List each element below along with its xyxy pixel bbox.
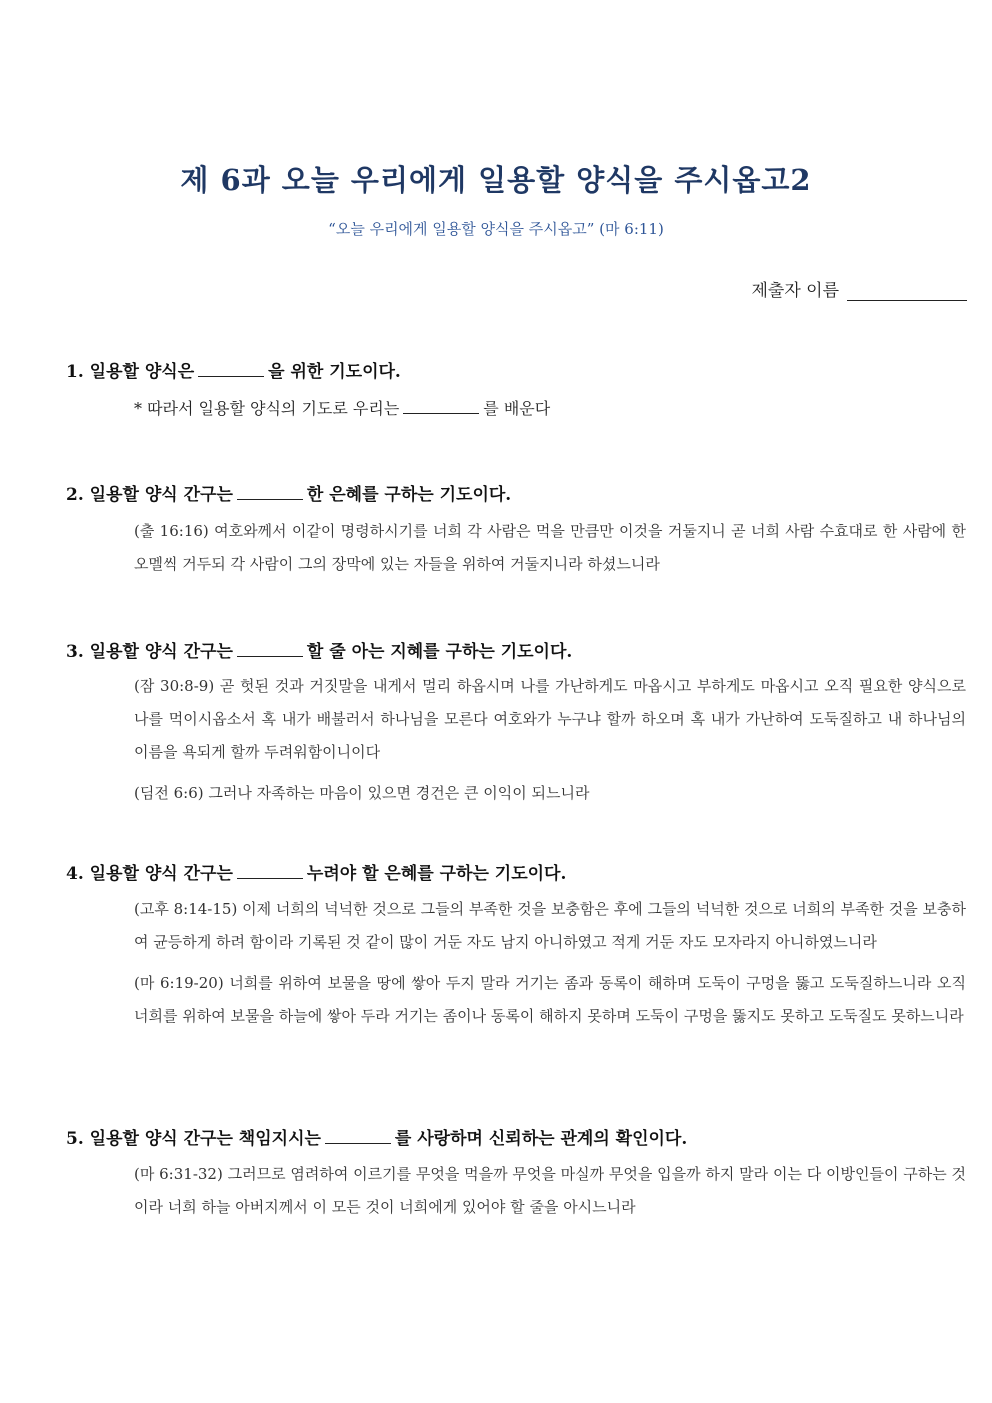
- section-5: [66, 1127, 966, 1224]
- answer-blank[interactable]: [325, 1127, 391, 1144]
- heading-text-before: 일용할 양식은: [89, 362, 195, 382]
- section-number: 4.: [66, 864, 84, 884]
- note-text-after: 를 배운다: [483, 399, 551, 418]
- heading-text-after: 을 위한 기도이다.: [268, 362, 401, 382]
- submitter-name-blank[interactable]: [847, 282, 967, 301]
- answer-blank[interactable]: [237, 483, 303, 500]
- scripture-verse: (마 6:19-20) 너희를 위하여 보물을 땅에 쌓아 두지 말라 거기는 좀과 동록이 해하며 도둑이 구멍을 뚫고 도둑질하느니라 오직 너희를 위하여 보물을 하늘에 쌓아 두라 거기는 좀이나 동록이 해하지 못하며 도둑이 구멍을 뚫지도 못하고 도둑질도 못하느니라: [134, 974, 966, 1025]
- section-1: [66, 360, 966, 421]
- section-number: 2.: [66, 485, 84, 505]
- section-2: [66, 483, 966, 581]
- section-3: [66, 640, 966, 810]
- heading-text-after: 를 사랑하며 신뢰하는 관계의 확인이다.: [394, 1129, 688, 1149]
- page-title: 제 6과 오늘 우리에게 일용할 양식을 주시옵고2: [180, 163, 812, 197]
- section-heading: [66, 640, 966, 663]
- note-text-before: * 따라서 일용할 양식의 기도로 우리는: [134, 399, 400, 418]
- heading-text-after: 누려야 할 은혜를 구하는 기도이다.: [306, 864, 567, 884]
- answer-blank[interactable]: [237, 862, 303, 879]
- scripture-verse: (고후 8:14-15) 이제 너희의 넉넉한 것으로 그들의 부족한 것을 보충함은 후에 그들의 넉넉한 것으로 너희의 부족한 것을 보충하여 균등하게 하려 함이라 기록된 것 같이 많이 거둔 자도 남지 아니하였고 적게 거둔 자도 모자라지 아니하였느니라: [134, 900, 966, 951]
- section-4: [66, 862, 966, 1033]
- section-heading: [66, 360, 966, 383]
- section-note: [134, 397, 966, 421]
- scripture-verse: (마 6:31-32) 그러므로 염려하여 이르기를 무엇을 먹을까 무엇을 마실까 무엇을 입을까 하지 말라 이는 다 이방인들이 구하는 것이라 너희 하늘 아버지께서 이 모든 것이 너희에게 있어야 할 줄을 아시느니라: [134, 1165, 966, 1216]
- scripture-verse: (딤전 6:6) 그러나 자족하는 마음이 있으면 경건은 큰 이익이 되느니라: [134, 784, 590, 802]
- note-answer-blank[interactable]: [403, 397, 479, 414]
- submitter-label: 제출자 이름: [751, 281, 839, 301]
- section-number: 5.: [66, 1129, 84, 1149]
- heading-text-before: 일용할 양식 간구는 책임지시는: [89, 1129, 321, 1149]
- heading-text-after: 한 은혜를 구하는 기도이다.: [306, 485, 512, 505]
- scripture-verse: (잠 30:8-9) 곧 헛된 것과 거짓말을 내게서 멀리 하옵시며 나를 가난하게도 마옵시고 부하게도 마옵시고 오직 필요한 양식으로 나를 먹이시옵소서 혹 내가 배불러서 하나님을 모른다 여호와가 누구냐 할까 하오며 혹 내가 가난하여 도둑질하고 내 하나님의 이름을 욕되게 할까 두려워함이니이다: [134, 677, 966, 761]
- heading-text-after: 할 줄 아는 지혜를 구하는 기도이다.: [306, 642, 573, 662]
- heading-text-before: 일용할 양식 간구는: [89, 485, 233, 505]
- page-subtitle: “오늘 우리에게 일용할 양식을 주시옵고” (마 6:11): [328, 220, 664, 238]
- scripture-verse: (출 16:16) 여호와께서 이같이 명령하시기를 너희 각 사람은 먹을 만큼만 이것을 거둘지니 곧 너희 사람 수효대로 한 사람에 한 오멜씩 거두되 각 사람이 그의 장막에 있는 자들을 위하여 거둘지니라 하셨느니라: [134, 522, 966, 573]
- section-number: 1.: [66, 362, 84, 382]
- section-heading: [66, 862, 966, 885]
- answer-blank[interactable]: [237, 640, 303, 657]
- submitter-name: [751, 276, 967, 301]
- section-number: 3.: [66, 642, 84, 662]
- heading-text-before: 일용할 양식 간구는: [89, 642, 233, 662]
- answer-blank[interactable]: [198, 360, 264, 377]
- heading-text-before: 일용할 양식 간구는: [89, 864, 233, 884]
- section-heading: [66, 483, 966, 506]
- section-heading: [66, 1127, 966, 1150]
